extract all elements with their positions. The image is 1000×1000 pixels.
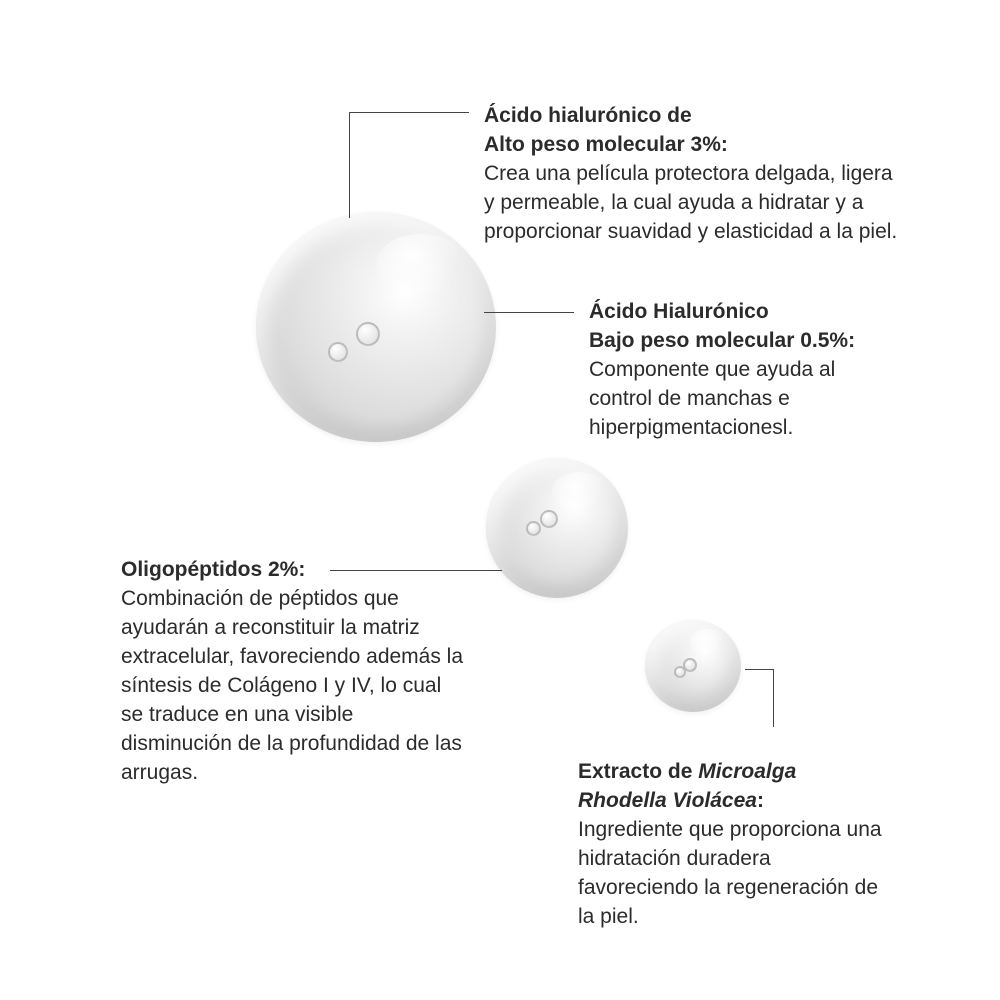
- ingredient-high-mw-hyaluronic: [484, 101, 904, 246]
- ingredient-heading: Oligopéptidos 2%:: [121, 558, 306, 581]
- medium-serum-bubble: [486, 458, 628, 598]
- ingredient-low-mw-hyaluronic: [589, 297, 889, 442]
- connector-line-high-mw-top: [349, 112, 469, 113]
- connector-line-high-mw: [349, 112, 350, 218]
- ingredient-heading: Bajo peso molecular 0.5%:: [589, 329, 856, 352]
- ingredient-heading: Ácido Hialurónico: [589, 300, 769, 323]
- connector-line-low-mw: [484, 312, 574, 313]
- ingredient-heading: Alto peso molecular 3%:: [484, 133, 728, 156]
- ingredient-oligopeptides: [121, 555, 466, 787]
- large-serum-bubble: [256, 212, 496, 442]
- ingredient-description: Crea una película protectora delgada, ligera y permeable, la cual ayuda a hidratar y a proporcionar suavidad y elasticidad a la piel.: [484, 162, 898, 243]
- ingredient-heading: Ácido hialurónico de: [484, 104, 692, 127]
- ingredient-microalga-extract: [578, 757, 888, 931]
- connector-line-microalga: [773, 669, 774, 727]
- ingredient-heading: Rhodella Violácea:: [578, 789, 764, 812]
- ingredient-heading: Extracto de Microalga: [578, 760, 797, 783]
- small-serum-bubble: [645, 620, 741, 712]
- ingredient-description: Componente que ayuda al control de manchas e hiperpigmentacionesl.: [589, 358, 836, 439]
- connector-line-microalga-top: [745, 669, 774, 670]
- ingredient-description: Combinación de péptidos que ayudarán a reconstituir la matriz extracelular, favoreciendo además la síntesis de Colágeno I y IV, lo cual se traduce en una visible disminución de la profundidad de las arrugas.: [121, 587, 464, 784]
- ingredient-description: Ingrediente que proporciona una hidratación duradera favoreciendo la regeneración de la piel.: [578, 818, 882, 928]
